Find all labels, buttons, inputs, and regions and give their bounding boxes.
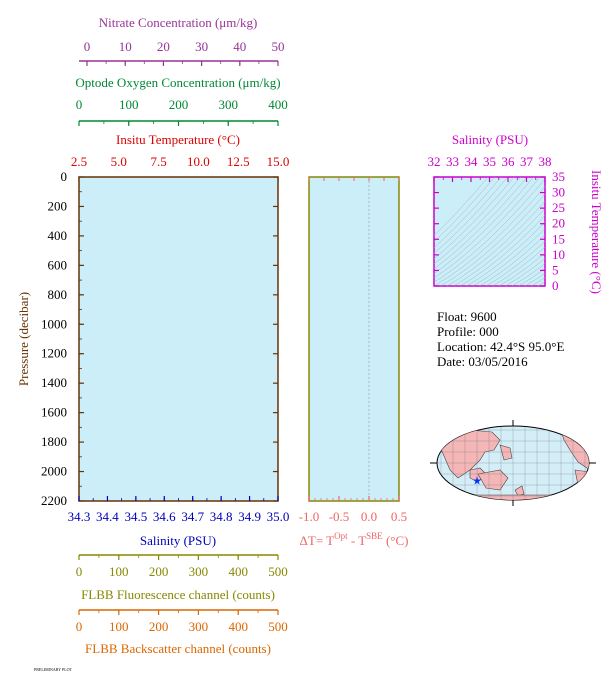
ts-temperature-tick-label: 15 <box>552 231 565 247</box>
pressure-tick-label: 800 <box>47 286 67 302</box>
profile-plot-area <box>79 177 278 501</box>
pressure-tick-label: 1800 <box>41 434 67 450</box>
ts-salinity-tick-label: 34 <box>464 154 478 169</box>
nitrate-axis-ticks <box>84 39 285 66</box>
pressure-axis-label: Pressure (decibar) <box>16 291 31 387</box>
float-info <box>437 309 564 369</box>
pressure-tick-label: 400 <box>47 227 67 243</box>
delta-t-tick-label: -0.5 <box>328 509 350 524</box>
fluorescence-axis <box>76 555 288 602</box>
nitrate-tick-label: 40 <box>233 39 247 54</box>
backscatter-tick-label: 500 <box>268 619 288 634</box>
nitrate-tick-label: 50 <box>271 39 285 54</box>
ts-temperature-tick-label: 30 <box>552 184 565 200</box>
ts-plot-area <box>434 177 545 286</box>
backscatter-tick-label: 300 <box>188 619 209 634</box>
fluorescence-tick-label: 0 <box>75 564 83 579</box>
fluorescence-tick-label: 300 <box>188 564 209 579</box>
fluorescence-tick-label: 200 <box>148 564 169 579</box>
oxygen-tick-label: 300 <box>218 97 238 112</box>
backscatter-tick-label: 200 <box>148 619 169 634</box>
ts-salinity-tick-label: 38 <box>538 154 552 169</box>
ts-salinity-tick-label: 36 <box>501 154 515 169</box>
salinity-tick-label: 34.8 <box>209 509 233 524</box>
nitrate-tick-label: 20 <box>156 39 170 54</box>
salinity-tick-label: 34.3 <box>67 509 91 524</box>
salinity-tick-label: 34.4 <box>96 509 119 524</box>
delta-t-tick-label: 0.5 <box>390 509 408 524</box>
pressure-tick-label: 1000 <box>41 316 67 332</box>
float-id: Float: 9600 <box>437 309 497 324</box>
delta-t-tick-label: -1.0 <box>298 509 320 524</box>
backscatter-axis-ticks <box>76 610 288 634</box>
ts-temperature-tick-label: 5 <box>552 262 559 278</box>
temperature-axis-label: Insitu Temperature (°C) <box>116 132 240 147</box>
temperature-tick-label: 10.0 <box>187 154 210 169</box>
oxygen-tick-label: 0 <box>75 97 83 112</box>
delta-t-tick-label: 0.0 <box>360 509 378 524</box>
oxygen-tick-label: 100 <box>119 97 139 112</box>
location-map <box>430 420 596 506</box>
backscatter-tick-label: 100 <box>109 619 129 634</box>
pressure-tick-label: 2200 <box>41 493 67 508</box>
footer-stamp: PRELIMINARY PLOT <box>34 667 72 672</box>
ts-title: Salinity (PSU) <box>451 132 529 147</box>
pressure-tick-label: 1600 <box>41 404 67 420</box>
oxygen-tick-label: 200 <box>168 97 189 112</box>
ts-isopycnal <box>558 170 616 286</box>
ts-temperature-tick-label: 35 <box>552 169 565 184</box>
temperature-tick-label: 7.5 <box>150 154 167 169</box>
oxygen-axis-label: Optode Oxygen Concentration (μm/kg) <box>75 75 281 90</box>
profile-date: Date: 03/05/2016 <box>437 354 528 369</box>
ts-temperature-tick-label: 0 <box>552 278 559 293</box>
fluorescence-tick-label: 400 <box>228 564 248 579</box>
fluorescence-tick-label: 500 <box>268 564 288 579</box>
salinity-tick-label: 34.5 <box>124 509 148 524</box>
oxygen-tick-label: 400 <box>268 97 288 112</box>
delta-t-sup-sbe: SBE <box>366 531 383 541</box>
temperature-axis <box>71 132 290 182</box>
backscatter-tick-label: 400 <box>228 619 248 634</box>
temperature-tick-label: 5.0 <box>110 154 127 169</box>
star-icon: ★ <box>472 475 483 488</box>
delta-t-axis-label: $\Delta T= T^{Opt} - T^{SBE}$ (°C) <box>299 531 409 548</box>
temperature-tick-label: 2.5 <box>70 154 88 169</box>
ts-salinity-tick-label: 33 <box>446 154 459 169</box>
temperature-tick-label: 12.5 <box>226 154 250 169</box>
float-location: Location: 42.4°S 95.0°E <box>437 339 565 354</box>
salinity-tick-label: 34.9 <box>238 509 261 524</box>
pressure-tick-label: 0 <box>60 169 67 184</box>
nitrate-axis-label: Nitrate Concentration (μm/kg) <box>98 15 258 30</box>
pressure-tick-label: 600 <box>47 257 67 273</box>
ts-salinity-tick-label: 32 <box>427 154 441 169</box>
salinity-axis-label: Salinity (PSU) <box>139 533 217 548</box>
backscatter-axis-label: FLBB Backscatter channel (counts) <box>85 641 271 656</box>
nitrate-axis <box>79 15 285 66</box>
pressure-tick-label: 1400 <box>41 375 67 391</box>
temperature-tick-label: 15.0 <box>266 154 290 169</box>
nitrate-tick-label: 30 <box>195 39 209 54</box>
backscatter-tick-label: 0 <box>75 619 83 634</box>
pressure-tick-label: 2000 <box>41 463 67 479</box>
ts-temperature-tick-label: 10 <box>552 246 565 262</box>
fluorescence-axis-ticks <box>76 555 288 579</box>
backscatter-axis <box>76 610 288 656</box>
oxygen-axis <box>75 75 287 126</box>
pressure-tick-label: 200 <box>47 198 67 214</box>
salinity-tick-label: 34.6 <box>152 509 176 524</box>
fluorescence-axis-label: FLBB Fluorescence channel (counts) <box>81 587 275 602</box>
ts-temperature-tick-label: 20 <box>552 215 565 231</box>
map-graticule <box>430 420 596 506</box>
fluorescence-tick-label: 100 <box>109 564 129 579</box>
nitrate-tick-label: 0 <box>83 39 91 54</box>
ts-salinity-tick-label: 35 <box>483 154 496 169</box>
delta-t-plot-area <box>309 177 399 501</box>
profile-number: Profile: 000 <box>437 324 499 339</box>
ts-temperature-axis-label: Insitu Temperature (°C) <box>589 170 604 294</box>
delta-t-sup-opt: Opt <box>334 531 348 541</box>
pressure-tick-label: 1200 <box>41 345 67 361</box>
salinity-tick-label: 34.7 <box>181 509 205 524</box>
ts-salinity-tick-label: 37 <box>520 154 533 169</box>
nitrate-tick-label: 10 <box>118 39 132 54</box>
ts-temperature-tick-label: 25 <box>552 200 565 216</box>
salinity-tick-label: 35.0 <box>266 509 290 524</box>
